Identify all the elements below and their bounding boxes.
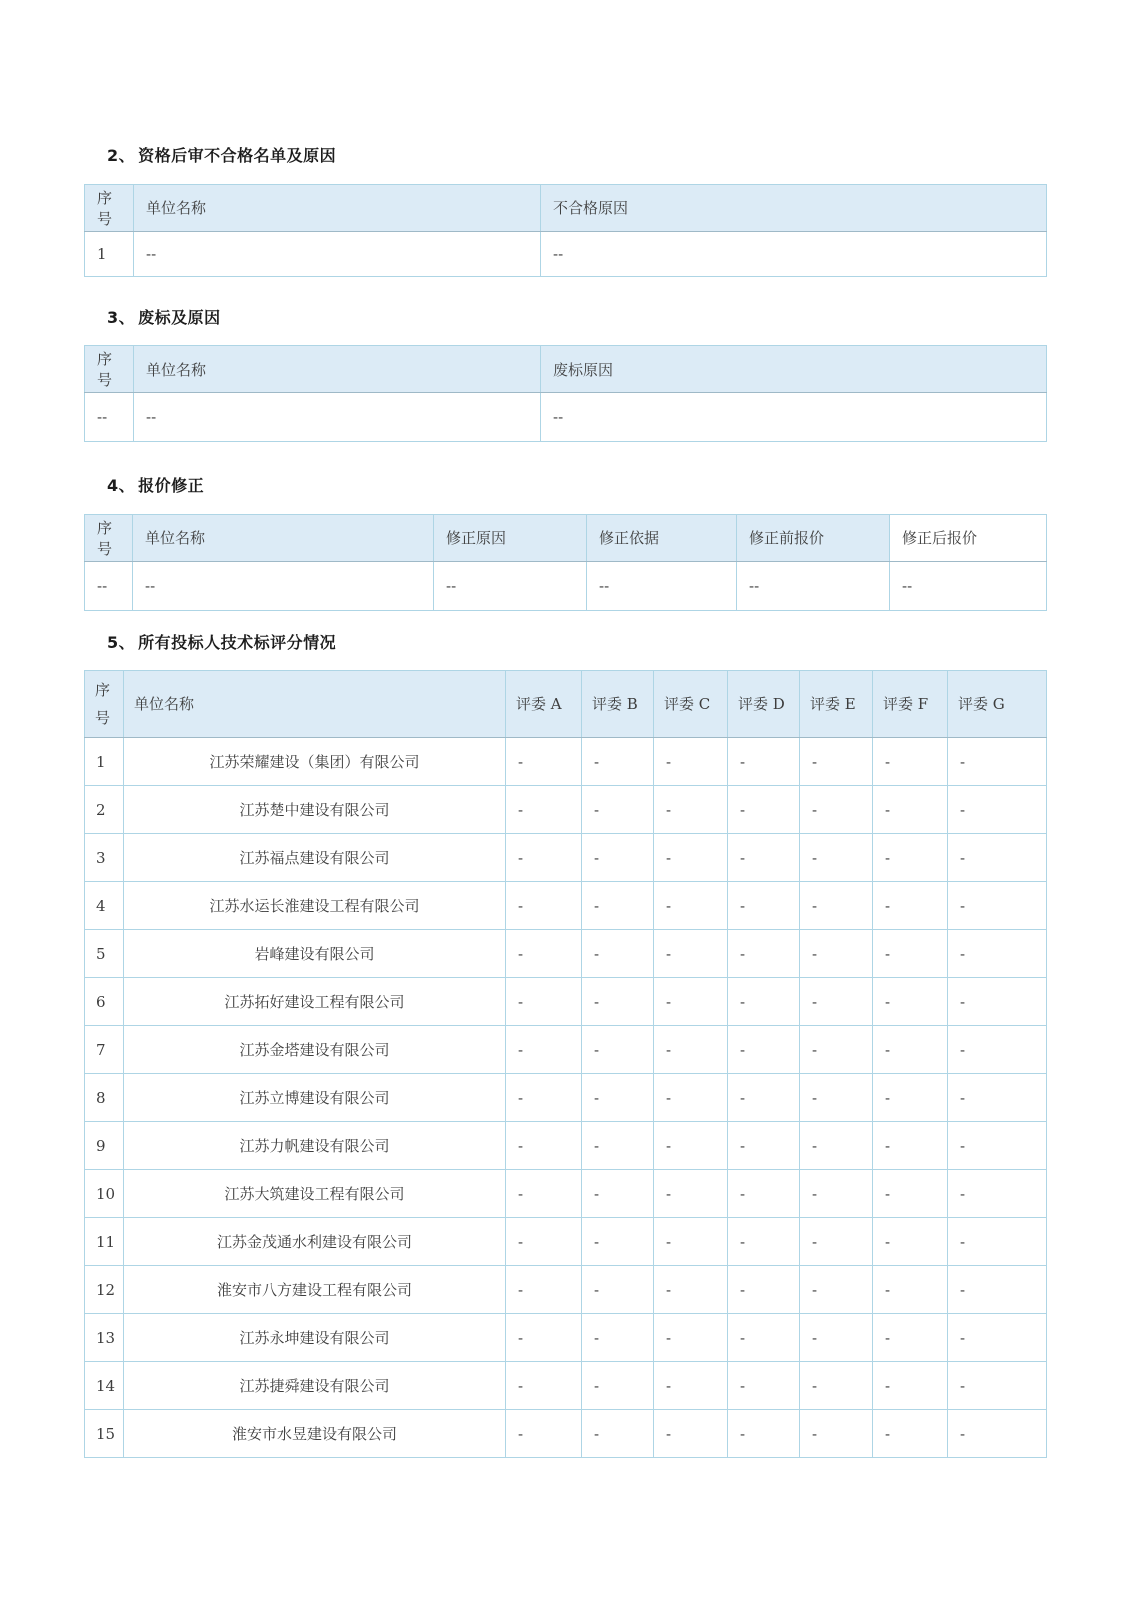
table-cell: 6 bbox=[85, 978, 124, 1026]
table-cell: - bbox=[728, 1362, 800, 1410]
table-cell: 江苏拓好建设工程有限公司 bbox=[124, 978, 506, 1026]
table-cell: - bbox=[728, 882, 800, 930]
table-cell: - bbox=[800, 1218, 873, 1266]
table-cell: -- bbox=[541, 393, 1047, 442]
table-cell: - bbox=[800, 786, 873, 834]
table-cell: 淮安市八方建设工程有限公司 bbox=[124, 1266, 506, 1314]
table-cell: - bbox=[948, 1170, 1047, 1218]
column-header: 评委 A bbox=[506, 671, 582, 738]
table-cell: - bbox=[654, 834, 728, 882]
table-cell: - bbox=[948, 1266, 1047, 1314]
table-cell: 江苏金茂通水利建设有限公司 bbox=[124, 1218, 506, 1266]
table-cell: - bbox=[654, 882, 728, 930]
table-cell: - bbox=[948, 882, 1047, 930]
table-cell: 3 bbox=[85, 834, 124, 882]
table-cell: - bbox=[873, 1074, 948, 1122]
section-technical-scores bbox=[84, 634, 1047, 1459]
table-cell: 江苏水运长淮建设工程有限公司 bbox=[124, 882, 506, 930]
table-cell: - bbox=[800, 1266, 873, 1314]
table-row bbox=[85, 231, 1047, 276]
table-cell: - bbox=[654, 930, 728, 978]
table-cell: 7 bbox=[85, 1026, 124, 1074]
table-cell: - bbox=[654, 1362, 728, 1410]
table-row bbox=[85, 393, 1047, 442]
table-cell: 岩峰建设有限公司 bbox=[124, 930, 506, 978]
header-row bbox=[85, 514, 1047, 561]
table-cell: - bbox=[948, 1218, 1047, 1266]
table-cell: - bbox=[800, 1026, 873, 1074]
table-row bbox=[85, 1362, 1047, 1410]
table-cell: - bbox=[728, 1026, 800, 1074]
table-cell: -- bbox=[890, 561, 1047, 610]
table-cell: 5 bbox=[85, 930, 124, 978]
table-cell: - bbox=[728, 930, 800, 978]
table-cell: -- bbox=[133, 561, 434, 610]
table-cell: - bbox=[654, 786, 728, 834]
table-cell: - bbox=[582, 1026, 654, 1074]
table-cell: 1 bbox=[85, 738, 124, 786]
section-heading bbox=[107, 634, 1047, 652]
column-header: 单位名称 bbox=[134, 184, 541, 231]
table-cell: - bbox=[654, 1122, 728, 1170]
table-cell: - bbox=[728, 1218, 800, 1266]
table-cell: - bbox=[582, 978, 654, 1026]
column-header: 序号 bbox=[85, 514, 133, 561]
table-cell: - bbox=[582, 1170, 654, 1218]
section-heading bbox=[107, 147, 1047, 165]
table-cell: - bbox=[654, 1026, 728, 1074]
table-row bbox=[85, 1074, 1047, 1122]
column-header: 评委 D bbox=[728, 671, 800, 738]
header-row bbox=[85, 671, 1047, 738]
table-cell: -- bbox=[434, 561, 587, 610]
table-cell: - bbox=[582, 786, 654, 834]
section-heading bbox=[107, 309, 1047, 327]
table-cell: - bbox=[582, 882, 654, 930]
table-cell: - bbox=[654, 1266, 728, 1314]
rejected-bids-table bbox=[84, 345, 1047, 442]
section-number: 5、 bbox=[107, 632, 136, 652]
table-cell: - bbox=[654, 1170, 728, 1218]
column-header: 序号 bbox=[85, 671, 124, 738]
table-cell: - bbox=[582, 1314, 654, 1362]
table-cell: 江苏楚中建设有限公司 bbox=[124, 786, 506, 834]
table-cell: - bbox=[800, 1362, 873, 1410]
table-cell: - bbox=[873, 930, 948, 978]
table-cell: - bbox=[582, 738, 654, 786]
table-row bbox=[85, 882, 1047, 930]
table-cell: - bbox=[800, 930, 873, 978]
table-cell: - bbox=[873, 978, 948, 1026]
table-row bbox=[85, 1314, 1047, 1362]
table-cell: - bbox=[873, 1122, 948, 1170]
header-row bbox=[85, 184, 1047, 231]
table-cell: 13 bbox=[85, 1314, 124, 1362]
column-header: 评委 F bbox=[873, 671, 948, 738]
table-cell: - bbox=[506, 1122, 582, 1170]
table-cell: 10 bbox=[85, 1170, 124, 1218]
technical-scores-table bbox=[84, 670, 1047, 1458]
column-header: 修正依据 bbox=[587, 514, 737, 561]
table-cell: - bbox=[948, 978, 1047, 1026]
table-row bbox=[85, 738, 1047, 786]
section-rejected-bids bbox=[84, 309, 1047, 443]
table-cell: - bbox=[800, 738, 873, 786]
section-number: 3、 bbox=[107, 307, 136, 327]
table-cell: - bbox=[873, 738, 948, 786]
table-cell: 淮安市水昱建设有限公司 bbox=[124, 1410, 506, 1458]
table-row bbox=[85, 834, 1047, 882]
column-header: 废标原因 bbox=[541, 346, 1047, 393]
table-cell: - bbox=[728, 1314, 800, 1362]
table-cell: 江苏永坤建设有限公司 bbox=[124, 1314, 506, 1362]
column-header: 单位名称 bbox=[133, 514, 434, 561]
table-cell: - bbox=[506, 738, 582, 786]
table-cell: - bbox=[506, 978, 582, 1026]
section-heading bbox=[107, 477, 1047, 495]
price-correction-table bbox=[84, 514, 1047, 611]
table-cell: - bbox=[800, 882, 873, 930]
table-row bbox=[85, 1218, 1047, 1266]
table-cell: - bbox=[582, 1218, 654, 1266]
table-cell: - bbox=[873, 1218, 948, 1266]
table-cell: - bbox=[948, 1026, 1047, 1074]
table-cell: - bbox=[948, 738, 1047, 786]
table-cell: - bbox=[506, 882, 582, 930]
section-title: 资格后审不合格名单及原因 bbox=[138, 146, 337, 165]
table-cell: - bbox=[506, 1266, 582, 1314]
section-number: 2、 bbox=[107, 146, 136, 165]
column-header: 序号 bbox=[85, 346, 134, 393]
table-cell: - bbox=[654, 738, 728, 786]
column-header: 评委 C bbox=[654, 671, 728, 738]
table-cell: - bbox=[728, 738, 800, 786]
table-cell: - bbox=[728, 1410, 800, 1458]
table-cell: 江苏立博建设有限公司 bbox=[124, 1074, 506, 1122]
table-cell: 江苏大筑建设工程有限公司 bbox=[124, 1170, 506, 1218]
table-cell: - bbox=[800, 1314, 873, 1362]
table-cell: - bbox=[948, 1122, 1047, 1170]
table-cell: 8 bbox=[85, 1074, 124, 1122]
table-row bbox=[85, 786, 1047, 834]
table-cell: 9 bbox=[85, 1122, 124, 1170]
table-cell: 15 bbox=[85, 1410, 124, 1458]
table-row bbox=[85, 978, 1047, 1026]
table-cell: - bbox=[506, 786, 582, 834]
table-cell: - bbox=[506, 834, 582, 882]
column-header: 不合格原因 bbox=[541, 184, 1047, 231]
table-cell: - bbox=[582, 930, 654, 978]
table-cell: 14 bbox=[85, 1362, 124, 1410]
table-cell: -- bbox=[85, 561, 133, 610]
table-cell: 4 bbox=[85, 882, 124, 930]
table-cell: - bbox=[948, 1074, 1047, 1122]
table-cell: 11 bbox=[85, 1218, 124, 1266]
table-cell: - bbox=[654, 1410, 728, 1458]
table-cell: -- bbox=[541, 231, 1047, 276]
table-cell: - bbox=[582, 1266, 654, 1314]
column-header: 评委 G bbox=[948, 671, 1047, 738]
table-cell: - bbox=[506, 1170, 582, 1218]
table-cell: -- bbox=[737, 561, 890, 610]
column-header: 序号 bbox=[85, 184, 134, 231]
table-cell: - bbox=[873, 834, 948, 882]
table-cell: - bbox=[800, 1074, 873, 1122]
table-cell: - bbox=[948, 1410, 1047, 1458]
column-header: 评委 B bbox=[582, 671, 654, 738]
table-cell: - bbox=[800, 1122, 873, 1170]
table-cell: - bbox=[506, 1362, 582, 1410]
table-cell: - bbox=[948, 834, 1047, 882]
table-row bbox=[85, 1170, 1047, 1218]
table-cell: - bbox=[873, 1026, 948, 1074]
table-cell: - bbox=[506, 930, 582, 978]
table-cell: -- bbox=[134, 393, 541, 442]
section-title: 废标及原因 bbox=[138, 307, 221, 327]
table-cell: - bbox=[728, 978, 800, 1026]
table-row bbox=[85, 1266, 1047, 1314]
table-cell: - bbox=[582, 1410, 654, 1458]
table-cell: 1 bbox=[85, 231, 134, 276]
table-cell: - bbox=[582, 1074, 654, 1122]
table-cell: - bbox=[506, 1074, 582, 1122]
table-cell: - bbox=[654, 1074, 728, 1122]
table-cell: - bbox=[506, 1026, 582, 1074]
table-cell: - bbox=[728, 786, 800, 834]
table-cell: 江苏福点建设有限公司 bbox=[124, 834, 506, 882]
table-cell: -- bbox=[85, 393, 134, 442]
column-header: 修正前报价 bbox=[737, 514, 890, 561]
table-cell: - bbox=[506, 1218, 582, 1266]
section-title: 所有投标人技术标评分情况 bbox=[138, 632, 337, 652]
table-cell: - bbox=[873, 786, 948, 834]
table-cell: 江苏捷舜建设有限公司 bbox=[124, 1362, 506, 1410]
table-row bbox=[85, 1410, 1047, 1458]
table-row bbox=[85, 930, 1047, 978]
table-cell: -- bbox=[587, 561, 737, 610]
table-cell: - bbox=[873, 1362, 948, 1410]
section-title: 报价修正 bbox=[138, 476, 205, 496]
table-cell: - bbox=[654, 1314, 728, 1362]
table-row bbox=[85, 561, 1047, 610]
table-cell: - bbox=[582, 1362, 654, 1410]
table-cell: 江苏荣耀建设（集团）有限公司 bbox=[124, 738, 506, 786]
table-cell: - bbox=[506, 1314, 582, 1362]
table-cell: - bbox=[506, 1410, 582, 1458]
table-cell: - bbox=[948, 786, 1047, 834]
table-cell: - bbox=[728, 1170, 800, 1218]
header-row bbox=[85, 346, 1047, 393]
column-header: 评委 E bbox=[800, 671, 873, 738]
table-cell: - bbox=[728, 1266, 800, 1314]
table-cell: - bbox=[800, 834, 873, 882]
column-header: 单位名称 bbox=[124, 671, 506, 738]
table-cell: - bbox=[654, 978, 728, 1026]
table-cell: 江苏金塔建设有限公司 bbox=[124, 1026, 506, 1074]
table-cell: 2 bbox=[85, 786, 124, 834]
table-cell: 江苏力帆建设有限公司 bbox=[124, 1122, 506, 1170]
section-unqualified-list bbox=[84, 147, 1047, 277]
table-cell: - bbox=[728, 834, 800, 882]
table-cell: - bbox=[800, 978, 873, 1026]
table-cell: - bbox=[728, 1074, 800, 1122]
table-cell: - bbox=[948, 930, 1047, 978]
section-number: 4、 bbox=[107, 476, 136, 496]
table-cell: - bbox=[873, 882, 948, 930]
table-cell: - bbox=[800, 1170, 873, 1218]
table-cell: 12 bbox=[85, 1266, 124, 1314]
table-cell: - bbox=[948, 1362, 1047, 1410]
table-cell: - bbox=[654, 1218, 728, 1266]
table-cell: - bbox=[582, 834, 654, 882]
table-cell: - bbox=[728, 1122, 800, 1170]
table-cell: - bbox=[582, 1122, 654, 1170]
table-cell: - bbox=[873, 1170, 948, 1218]
table-cell: -- bbox=[134, 231, 541, 276]
table-cell: - bbox=[873, 1314, 948, 1362]
column-header: 修正后报价 bbox=[890, 514, 1047, 561]
column-header: 修正原因 bbox=[434, 514, 587, 561]
table-row bbox=[85, 1026, 1047, 1074]
table-cell: - bbox=[800, 1410, 873, 1458]
table-cell: - bbox=[873, 1410, 948, 1458]
unqualified-list-table bbox=[84, 184, 1047, 277]
table-row bbox=[85, 1122, 1047, 1170]
table-cell: - bbox=[948, 1314, 1047, 1362]
section-price-correction bbox=[84, 477, 1047, 611]
table-cell: - bbox=[873, 1266, 948, 1314]
column-header: 单位名称 bbox=[134, 346, 541, 393]
